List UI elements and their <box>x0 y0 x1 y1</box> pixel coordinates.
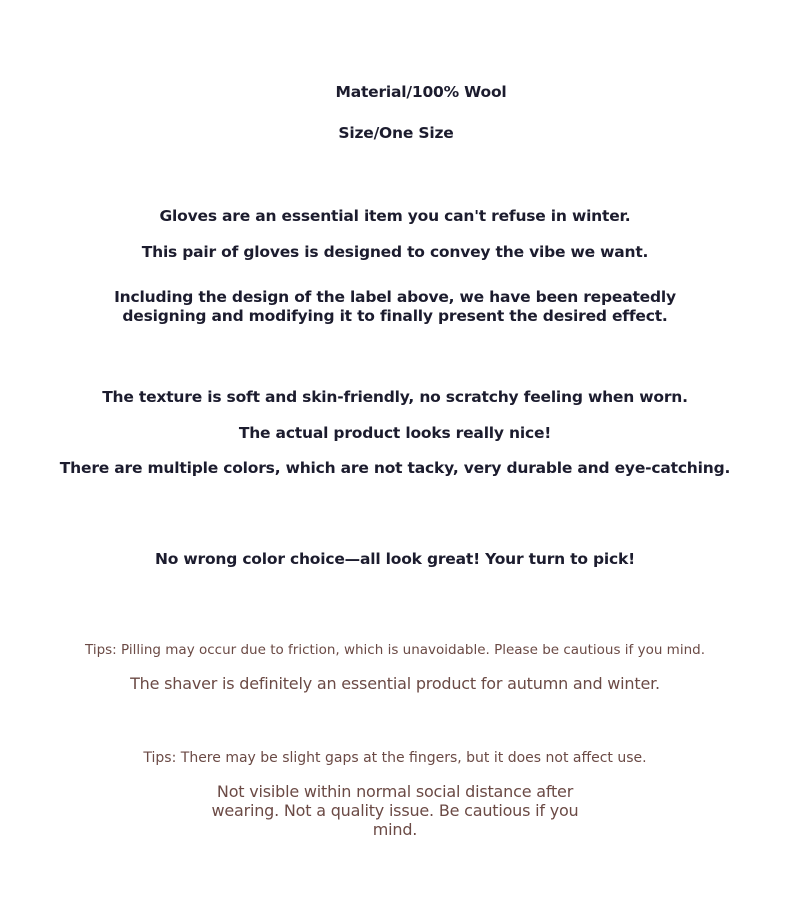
material-spec: Material/100% Wool <box>335 83 507 101</box>
intro-line-3b: designing and modifying it to finally present the desired effect. <box>122 307 668 325</box>
pilling-tip: Tips: Pilling may occur due to friction, which is unavoidable. Please be cautious if you mind. <box>84 642 706 658</box>
colors-line: There are multiple colors, which are not tacky, very durable and eye-catching. <box>59 459 731 477</box>
visibility-note-line-3: mind. <box>372 820 418 839</box>
intro-line-3a: Including the design of the label above, we have been repeatedly <box>114 288 676 306</box>
gaps-tip: Tips: There may be slight gaps at the fingers, but it does not affect use. <box>143 750 647 766</box>
shaver-note: The shaver is definitely an essential product for autumn and winter. <box>130 674 660 693</box>
visibility-note-line-1: Not visible within normal social distance after <box>216 782 574 801</box>
texture-line: The texture is soft and skin-friendly, no scratchy feeling when worn. <box>102 388 688 406</box>
size-spec: Size/One Size <box>338 124 454 142</box>
intro-line-2: This pair of gloves is designed to convey the vibe we want. <box>141 243 649 261</box>
look-line: The actual product looks really nice! <box>238 424 552 442</box>
call-to-action: No wrong color choice—all look great! Your turn to pick! <box>154 550 636 568</box>
visibility-note-line-2: wearing. Not a quality issue. Be cautious if you <box>211 801 579 820</box>
intro-line-1: Gloves are an essential item you can't refuse in winter. <box>159 207 631 225</box>
